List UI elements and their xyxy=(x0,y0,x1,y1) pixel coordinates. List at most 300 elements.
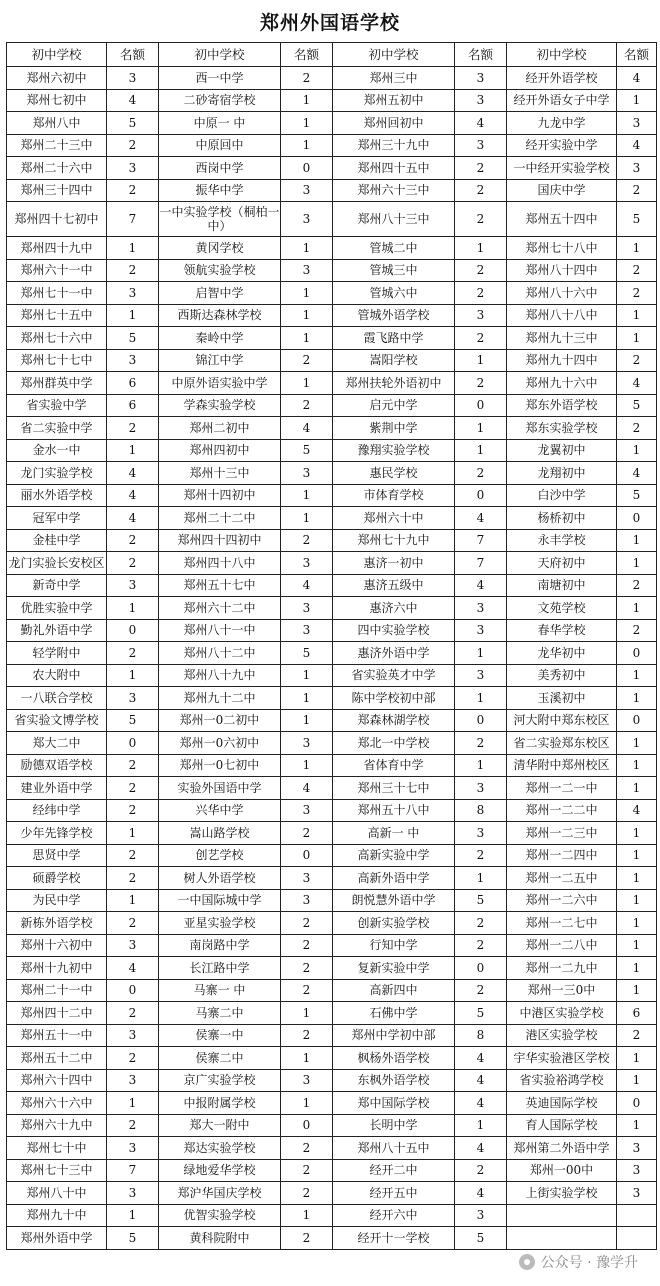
school-cell: 四中实验学校 xyxy=(333,619,455,642)
school-cell: 郑州四十四初中 xyxy=(159,529,281,552)
school-cell: 龙翔初中 xyxy=(507,462,617,485)
school-cell: 省二实验郑东校区 xyxy=(507,732,617,755)
school-cell: 育人国际学校 xyxy=(507,1114,617,1137)
quota-cell: 2 xyxy=(107,1114,159,1137)
quota-cell: 1 xyxy=(281,1002,333,1025)
school-cell: 硕爵学校 xyxy=(7,867,107,890)
watermark xyxy=(519,1252,638,1272)
table-row xyxy=(7,462,657,485)
quota-cell: 0 xyxy=(455,957,507,980)
school-cell: 天府初中 xyxy=(507,552,617,575)
school-cell: 郑州七初中 xyxy=(7,89,107,112)
quota-cell: 3 xyxy=(455,67,507,90)
table-row xyxy=(7,304,657,327)
quota-cell: 2 xyxy=(455,462,507,485)
school-cell: 龙翼初中 xyxy=(507,439,617,462)
school-cell: 郑州三十九中 xyxy=(333,134,455,157)
school-cell: 郑州三中 xyxy=(333,67,455,90)
school-cell: 郑州九十四中 xyxy=(507,349,617,372)
school-cell: 郑北一中学校 xyxy=(333,732,455,755)
wechat-icon xyxy=(519,1254,535,1270)
table-row xyxy=(7,619,657,642)
quota-cell: 5 xyxy=(107,327,159,350)
school-cell: 二砂寄宿学校 xyxy=(159,89,281,112)
quota-cell: 1 xyxy=(617,867,657,890)
school-cell xyxy=(507,1204,617,1227)
school-cell: 轻学附中 xyxy=(7,642,107,665)
school-cell: 郑东实验学校 xyxy=(507,417,617,440)
quota-cell: 7 xyxy=(455,529,507,552)
school-cell: 郑州外语中学 xyxy=(7,1227,107,1250)
school-cell: 学森实验学校 xyxy=(159,394,281,417)
quota-cell: 5 xyxy=(107,112,159,135)
quota-cell: 2 xyxy=(455,327,507,350)
school-cell: 郑州一二三中 xyxy=(507,822,617,845)
school-cell: 朗悦慧外语中学 xyxy=(333,889,455,912)
school-cell: 金桂中学 xyxy=(7,529,107,552)
quota-cell: 1 xyxy=(281,304,333,327)
quota-cell: 0 xyxy=(455,709,507,732)
quota-cell: 1 xyxy=(455,237,507,260)
table-row xyxy=(7,202,657,237)
page-title: 郑州外国语学校 xyxy=(259,12,400,34)
quota-cell: 2 xyxy=(107,417,159,440)
school-cell: 少年先锋学校 xyxy=(7,822,107,845)
school-cell: 郑州十六初中 xyxy=(7,934,107,957)
school-cell: 郑州五初中 xyxy=(333,89,455,112)
quota-cell: 4 xyxy=(107,89,159,112)
quota-cell: 0 xyxy=(107,979,159,1002)
quota-cell: 2 xyxy=(107,259,159,282)
school-cell: 郑州八十五中 xyxy=(333,1137,455,1160)
school-cell: 郑州十四初中 xyxy=(159,484,281,507)
quota-cell: 1 xyxy=(281,1047,333,1070)
school-cell: 郑州中学初中部 xyxy=(333,1024,455,1047)
school-cell: 郑州六十四中 xyxy=(7,1069,107,1092)
school-cell: 郑州二十三中 xyxy=(7,134,107,157)
school-cell: 嵩山路学校 xyxy=(159,822,281,845)
quota-cell: 1 xyxy=(107,439,159,462)
school-cell: 郑州一二五中 xyxy=(507,867,617,890)
school-cell: 省体育中学 xyxy=(333,754,455,777)
school-cell: 领航实验学校 xyxy=(159,259,281,282)
school-cell: 优智实验学校 xyxy=(159,1204,281,1227)
school-cell: 长明中学 xyxy=(333,1114,455,1137)
school-cell: 郑州一二七中 xyxy=(507,912,617,935)
school-cell: 郑州二十六中 xyxy=(7,157,107,180)
quota-cell: 1 xyxy=(617,1114,657,1137)
school-cell: 郑州九十三中 xyxy=(507,327,617,350)
quota-cell: 3 xyxy=(107,349,159,372)
school-cell: 郑州七十五中 xyxy=(7,304,107,327)
quota-cell: 1 xyxy=(281,754,333,777)
school-cell: 郑州第二外语中学 xyxy=(507,1137,617,1160)
school-cell: 建业外语中学 xyxy=(7,777,107,800)
school-cell: 惠济六中 xyxy=(333,597,455,620)
school-cell: 郑州二十二中 xyxy=(159,507,281,530)
quota-cell: 2 xyxy=(107,134,159,157)
table-row xyxy=(7,912,657,935)
quota-cell xyxy=(617,1227,657,1250)
school-cell: 郑州四十八中 xyxy=(159,552,281,575)
quota-cell: 1 xyxy=(455,1114,507,1137)
quota-cell: 4 xyxy=(617,134,657,157)
school-cell: 郑州七十七中 xyxy=(7,349,107,372)
school-cell: 一八联合学校 xyxy=(7,687,107,710)
school-cell: 陈中学校初中部 xyxy=(333,687,455,710)
school-cell: 郑州四十五中 xyxy=(333,157,455,180)
quota-cell: 5 xyxy=(281,642,333,665)
school-cell: 郑州一三0中 xyxy=(507,979,617,1002)
school-cell: 省实验裕鸿学校 xyxy=(507,1069,617,1092)
quota-cell: 1 xyxy=(455,642,507,665)
quota-cell: 3 xyxy=(281,619,333,642)
school-cell: 经开二中 xyxy=(333,1159,455,1182)
quota-cell: 4 xyxy=(617,372,657,395)
school-cell: 郑州扶轮外语初中 xyxy=(333,372,455,395)
quota-cell: 0 xyxy=(107,619,159,642)
quota-cell: 2 xyxy=(617,574,657,597)
school-cell: 美秀初中 xyxy=(507,664,617,687)
school-cell: 郑州九十中 xyxy=(7,1204,107,1227)
table-row xyxy=(7,844,657,867)
school-cell: 市体育学校 xyxy=(333,484,455,507)
school-cell: 白沙中学 xyxy=(507,484,617,507)
school-cell: 管城三中 xyxy=(333,259,455,282)
school-cell: 郑州八十六中 xyxy=(507,282,617,305)
quota-cell: 1 xyxy=(281,1092,333,1115)
table-row xyxy=(7,529,657,552)
quota-cell: 1 xyxy=(107,1204,159,1227)
school-cell: 国庆中学 xyxy=(507,179,617,202)
school-cell: 高新四中 xyxy=(333,979,455,1002)
school-cell: 省实验英才中学 xyxy=(333,664,455,687)
quota-cell: 3 xyxy=(455,304,507,327)
school-cell: 侯寨二中 xyxy=(159,1047,281,1070)
school-cell: 郑州群英中学 xyxy=(7,372,107,395)
quota-cell: 1 xyxy=(107,889,159,912)
school-cell: 惠济外语中学 xyxy=(333,642,455,665)
quota-cell: 1 xyxy=(617,304,657,327)
school-cell: 嵩阳学校 xyxy=(333,349,455,372)
school-cell: 亚星实验学校 xyxy=(159,912,281,935)
quota-cell: 8 xyxy=(455,1024,507,1047)
table-row xyxy=(7,597,657,620)
quota-cell: 7 xyxy=(107,1159,159,1182)
school-cell: 马寨一 中 xyxy=(159,979,281,1002)
school-cell: 振华中学 xyxy=(159,179,281,202)
school-cell: 文苑学校 xyxy=(507,597,617,620)
quota-cell: 1 xyxy=(281,1204,333,1227)
table-row xyxy=(7,867,657,890)
school-cell: 玉溪初中 xyxy=(507,687,617,710)
school-cell: 杨桥初中 xyxy=(507,507,617,530)
table-row xyxy=(7,112,657,135)
school-cell: 郑州七十九中 xyxy=(333,529,455,552)
quota-cell: 1 xyxy=(617,979,657,1002)
quota-cell: 1 xyxy=(107,1092,159,1115)
quota-cell: 6 xyxy=(107,372,159,395)
school-cell: 郑州八十二中 xyxy=(159,642,281,665)
school-cell: 管城外语学校 xyxy=(333,304,455,327)
school-cell: 上街实验学校 xyxy=(507,1182,617,1205)
table-row xyxy=(7,134,657,157)
quota-cell: 4 xyxy=(617,799,657,822)
school-cell: 侯寨一中 xyxy=(159,1024,281,1047)
quota-cell: 1 xyxy=(107,304,159,327)
quota-cell: 3 xyxy=(107,157,159,180)
quota-cell: 3 xyxy=(455,664,507,687)
table-row xyxy=(7,822,657,845)
quota-cell: 1 xyxy=(617,439,657,462)
quota-cell: 3 xyxy=(107,282,159,305)
school-cell: 省实验中学 xyxy=(7,394,107,417)
quota-cell: 1 xyxy=(617,529,657,552)
quota-cell: 2 xyxy=(455,844,507,867)
school-cell: 经开外语女子中学 xyxy=(507,89,617,112)
school-cell: 经开五中 xyxy=(333,1182,455,1205)
school-cell: 管城六中 xyxy=(333,282,455,305)
quota-cell: 3 xyxy=(281,732,333,755)
quota-cell: 3 xyxy=(281,799,333,822)
quota-cell: 4 xyxy=(455,507,507,530)
quota-cell: 1 xyxy=(617,89,657,112)
school-cell: 石佛中学 xyxy=(333,1002,455,1025)
quota-cell: 2 xyxy=(455,979,507,1002)
school-cell: 郑州九十六中 xyxy=(507,372,617,395)
quota-cell: 1 xyxy=(617,732,657,755)
quota-cell: 3 xyxy=(281,202,333,237)
school-cell: 郑州四初中 xyxy=(159,439,281,462)
quota-cell: 1 xyxy=(617,552,657,575)
quota-cell: 6 xyxy=(107,394,159,417)
quota-cell: 2 xyxy=(281,979,333,1002)
school-cell: 郑州一二一中 xyxy=(507,777,617,800)
school-cell: 省实验文博学校 xyxy=(7,709,107,732)
school-cell: 西斯达森林学校 xyxy=(159,304,281,327)
school-cell: 九龙中学 xyxy=(507,112,617,135)
quota-cell: 3 xyxy=(107,67,159,90)
school-cell: 郑州一0二初中 xyxy=(159,709,281,732)
school-cell: 郑州一00中 xyxy=(507,1159,617,1182)
quota-cell: 2 xyxy=(281,349,333,372)
quota-cell: 2 xyxy=(455,259,507,282)
school-cell: 宇华实验港区学校 xyxy=(507,1047,617,1070)
quota-cell: 0 xyxy=(617,507,657,530)
table-row xyxy=(7,157,657,180)
school-cell: 郑达实验学校 xyxy=(159,1137,281,1160)
quota-cell: 3 xyxy=(455,134,507,157)
quota-cell: 3 xyxy=(617,112,657,135)
school-cell: 长江路中学 xyxy=(159,957,281,980)
school-cell: 经开十一学校 xyxy=(333,1227,455,1250)
quota-cell: 2 xyxy=(107,642,159,665)
school-cell: 郑大一附中 xyxy=(159,1114,281,1137)
school-cell: 郑州五十四中 xyxy=(507,202,617,237)
quota-cell: 1 xyxy=(617,597,657,620)
quota-cell: 0 xyxy=(281,1114,333,1137)
table-row xyxy=(7,179,657,202)
school-cell: 郑州六十中 xyxy=(333,507,455,530)
school-cell: 郑州八十三中 xyxy=(333,202,455,237)
quota-cell: 1 xyxy=(617,664,657,687)
school-cell: 郑州回初中 xyxy=(333,112,455,135)
table-row xyxy=(7,889,657,912)
school-cell: 郑州二初中 xyxy=(159,417,281,440)
header-quota: 名额 xyxy=(107,43,159,67)
school-cell: 郑州八中 xyxy=(7,112,107,135)
header-row xyxy=(7,43,657,67)
quota-cell: 1 xyxy=(281,664,333,687)
quota-cell: 3 xyxy=(107,1024,159,1047)
table-row xyxy=(7,1204,657,1227)
school-cell: 郑州七十六中 xyxy=(7,327,107,350)
school-cell: 郑大二中 xyxy=(7,732,107,755)
quota-cell: 3 xyxy=(617,157,657,180)
school-cell: 冠军中学 xyxy=(7,507,107,530)
school-cell: 惠济一初中 xyxy=(333,552,455,575)
quota-cell: 2 xyxy=(107,1002,159,1025)
quota-cell: 2 xyxy=(455,372,507,395)
quota-cell: 1 xyxy=(281,484,333,507)
school-cell: 中原回中 xyxy=(159,134,281,157)
school-cell: 东枫外语学校 xyxy=(333,1069,455,1092)
school-cell: 郑州八十四中 xyxy=(507,259,617,282)
school-cell: 郑州一二四中 xyxy=(507,844,617,867)
quota-cell: 1 xyxy=(281,709,333,732)
school-cell: 郑州五十二中 xyxy=(7,1047,107,1070)
quota-cell: 4 xyxy=(455,1092,507,1115)
header-school: 初中学校 xyxy=(507,43,617,67)
table-row xyxy=(7,642,657,665)
quota-cell: 1 xyxy=(455,754,507,777)
quota-cell: 7 xyxy=(455,552,507,575)
quota-cell: 0 xyxy=(617,642,657,665)
quota-cell: 3 xyxy=(617,1137,657,1160)
quota-cell: 3 xyxy=(281,179,333,202)
table-row xyxy=(7,1002,657,1025)
school-cell: 郑州八十中 xyxy=(7,1182,107,1205)
table-row xyxy=(7,687,657,710)
table-row xyxy=(7,439,657,462)
quota-cell: 3 xyxy=(455,822,507,845)
school-cell: 一中经开实验学校 xyxy=(507,157,617,180)
table-row xyxy=(7,799,657,822)
quota-cell: 1 xyxy=(455,439,507,462)
quota-cell: 3 xyxy=(107,1069,159,1092)
quota-cell: 3 xyxy=(281,597,333,620)
school-cell: 南岗路中学 xyxy=(159,934,281,957)
school-cell: 一中国际城中学 xyxy=(159,889,281,912)
school-cell: 中原外语实验中学 xyxy=(159,372,281,395)
table-row xyxy=(7,327,657,350)
quota-cell: 2 xyxy=(107,1047,159,1070)
school-cell: 郑州七十三中 xyxy=(7,1159,107,1182)
quota-cell: 1 xyxy=(617,687,657,710)
school-cell: 励德双语学校 xyxy=(7,754,107,777)
quota-cell: 1 xyxy=(107,664,159,687)
school-cell: 经纬中学 xyxy=(7,799,107,822)
school-cell: 农大附中 xyxy=(7,664,107,687)
quota-cell: 2 xyxy=(617,417,657,440)
school-cell: 树人外语学校 xyxy=(159,867,281,890)
quota-cell: 2 xyxy=(617,282,657,305)
school-cell: 省二实验中学 xyxy=(7,417,107,440)
quota-cell: 2 xyxy=(107,529,159,552)
quota-cell: 4 xyxy=(281,777,333,800)
school-cell: 秦岭中学 xyxy=(159,327,281,350)
quota-cell: 5 xyxy=(107,1227,159,1250)
school-cell: 郑州一二二中 xyxy=(507,799,617,822)
header-school: 初中学校 xyxy=(159,43,281,67)
quota-cell: 1 xyxy=(617,957,657,980)
quota-cell: 1 xyxy=(455,349,507,372)
school-cell: 郑州七十一中 xyxy=(7,282,107,305)
school-cell: 京广实验学校 xyxy=(159,1069,281,1092)
quota-cell: 2 xyxy=(455,202,507,237)
quota-cell: 4 xyxy=(455,1137,507,1160)
table-row xyxy=(7,394,657,417)
quota-cell: 1 xyxy=(107,237,159,260)
table-row xyxy=(7,1024,657,1047)
school-cell: 勤礼外语中学 xyxy=(7,619,107,642)
table-row xyxy=(7,259,657,282)
quota-cell: 2 xyxy=(281,1137,333,1160)
school-cell: 经开六中 xyxy=(333,1204,455,1227)
table-row xyxy=(7,574,657,597)
quota-cell: 3 xyxy=(107,934,159,957)
school-cell: 郑州一二六中 xyxy=(507,889,617,912)
school-cell: 郑州四十二中 xyxy=(7,1002,107,1025)
school-cell: 豫翔实验学校 xyxy=(333,439,455,462)
quota-cell: 2 xyxy=(107,777,159,800)
quota-cell: 2 xyxy=(455,157,507,180)
school-cell: 惠济五级中 xyxy=(333,574,455,597)
quota-cell: 3 xyxy=(281,1069,333,1092)
table-row xyxy=(7,372,657,395)
school-cell: 永丰学校 xyxy=(507,529,617,552)
quota-cell: 2 xyxy=(617,259,657,282)
quota-cell: 5 xyxy=(617,202,657,237)
quota-cell: 5 xyxy=(281,439,333,462)
school-cell: 实验外国语中学 xyxy=(159,777,281,800)
quota-cell: 0 xyxy=(617,709,657,732)
school-cell: 郑中国际学校 xyxy=(333,1092,455,1115)
table-row xyxy=(7,282,657,305)
quota-cell: 2 xyxy=(455,912,507,935)
table-row xyxy=(7,1182,657,1205)
quota-cell: 2 xyxy=(281,67,333,90)
table-row xyxy=(7,732,657,755)
school-cell: 管城二中 xyxy=(333,237,455,260)
school-cell: 紫荆中学 xyxy=(333,417,455,440)
school-cell: 郑沪华国庆学校 xyxy=(159,1182,281,1205)
quota-cell: 3 xyxy=(281,867,333,890)
school-cell: 郑州六十二中 xyxy=(159,597,281,620)
school-cell: 丽水外语学校 xyxy=(7,484,107,507)
school-cell: 兴华中学 xyxy=(159,799,281,822)
quota-cell: 1 xyxy=(617,844,657,867)
quota-cell: 1 xyxy=(617,822,657,845)
school-cell: 黄科院附中 xyxy=(159,1227,281,1250)
quota-cell: 2 xyxy=(281,912,333,935)
header-quota: 名额 xyxy=(455,43,507,67)
school-cell: 郑州五十八中 xyxy=(333,799,455,822)
quota-cell: 3 xyxy=(107,1137,159,1160)
quota-cell: 7 xyxy=(107,202,159,237)
quota-cell: 1 xyxy=(107,822,159,845)
school-cell: 郑州八十一中 xyxy=(159,619,281,642)
